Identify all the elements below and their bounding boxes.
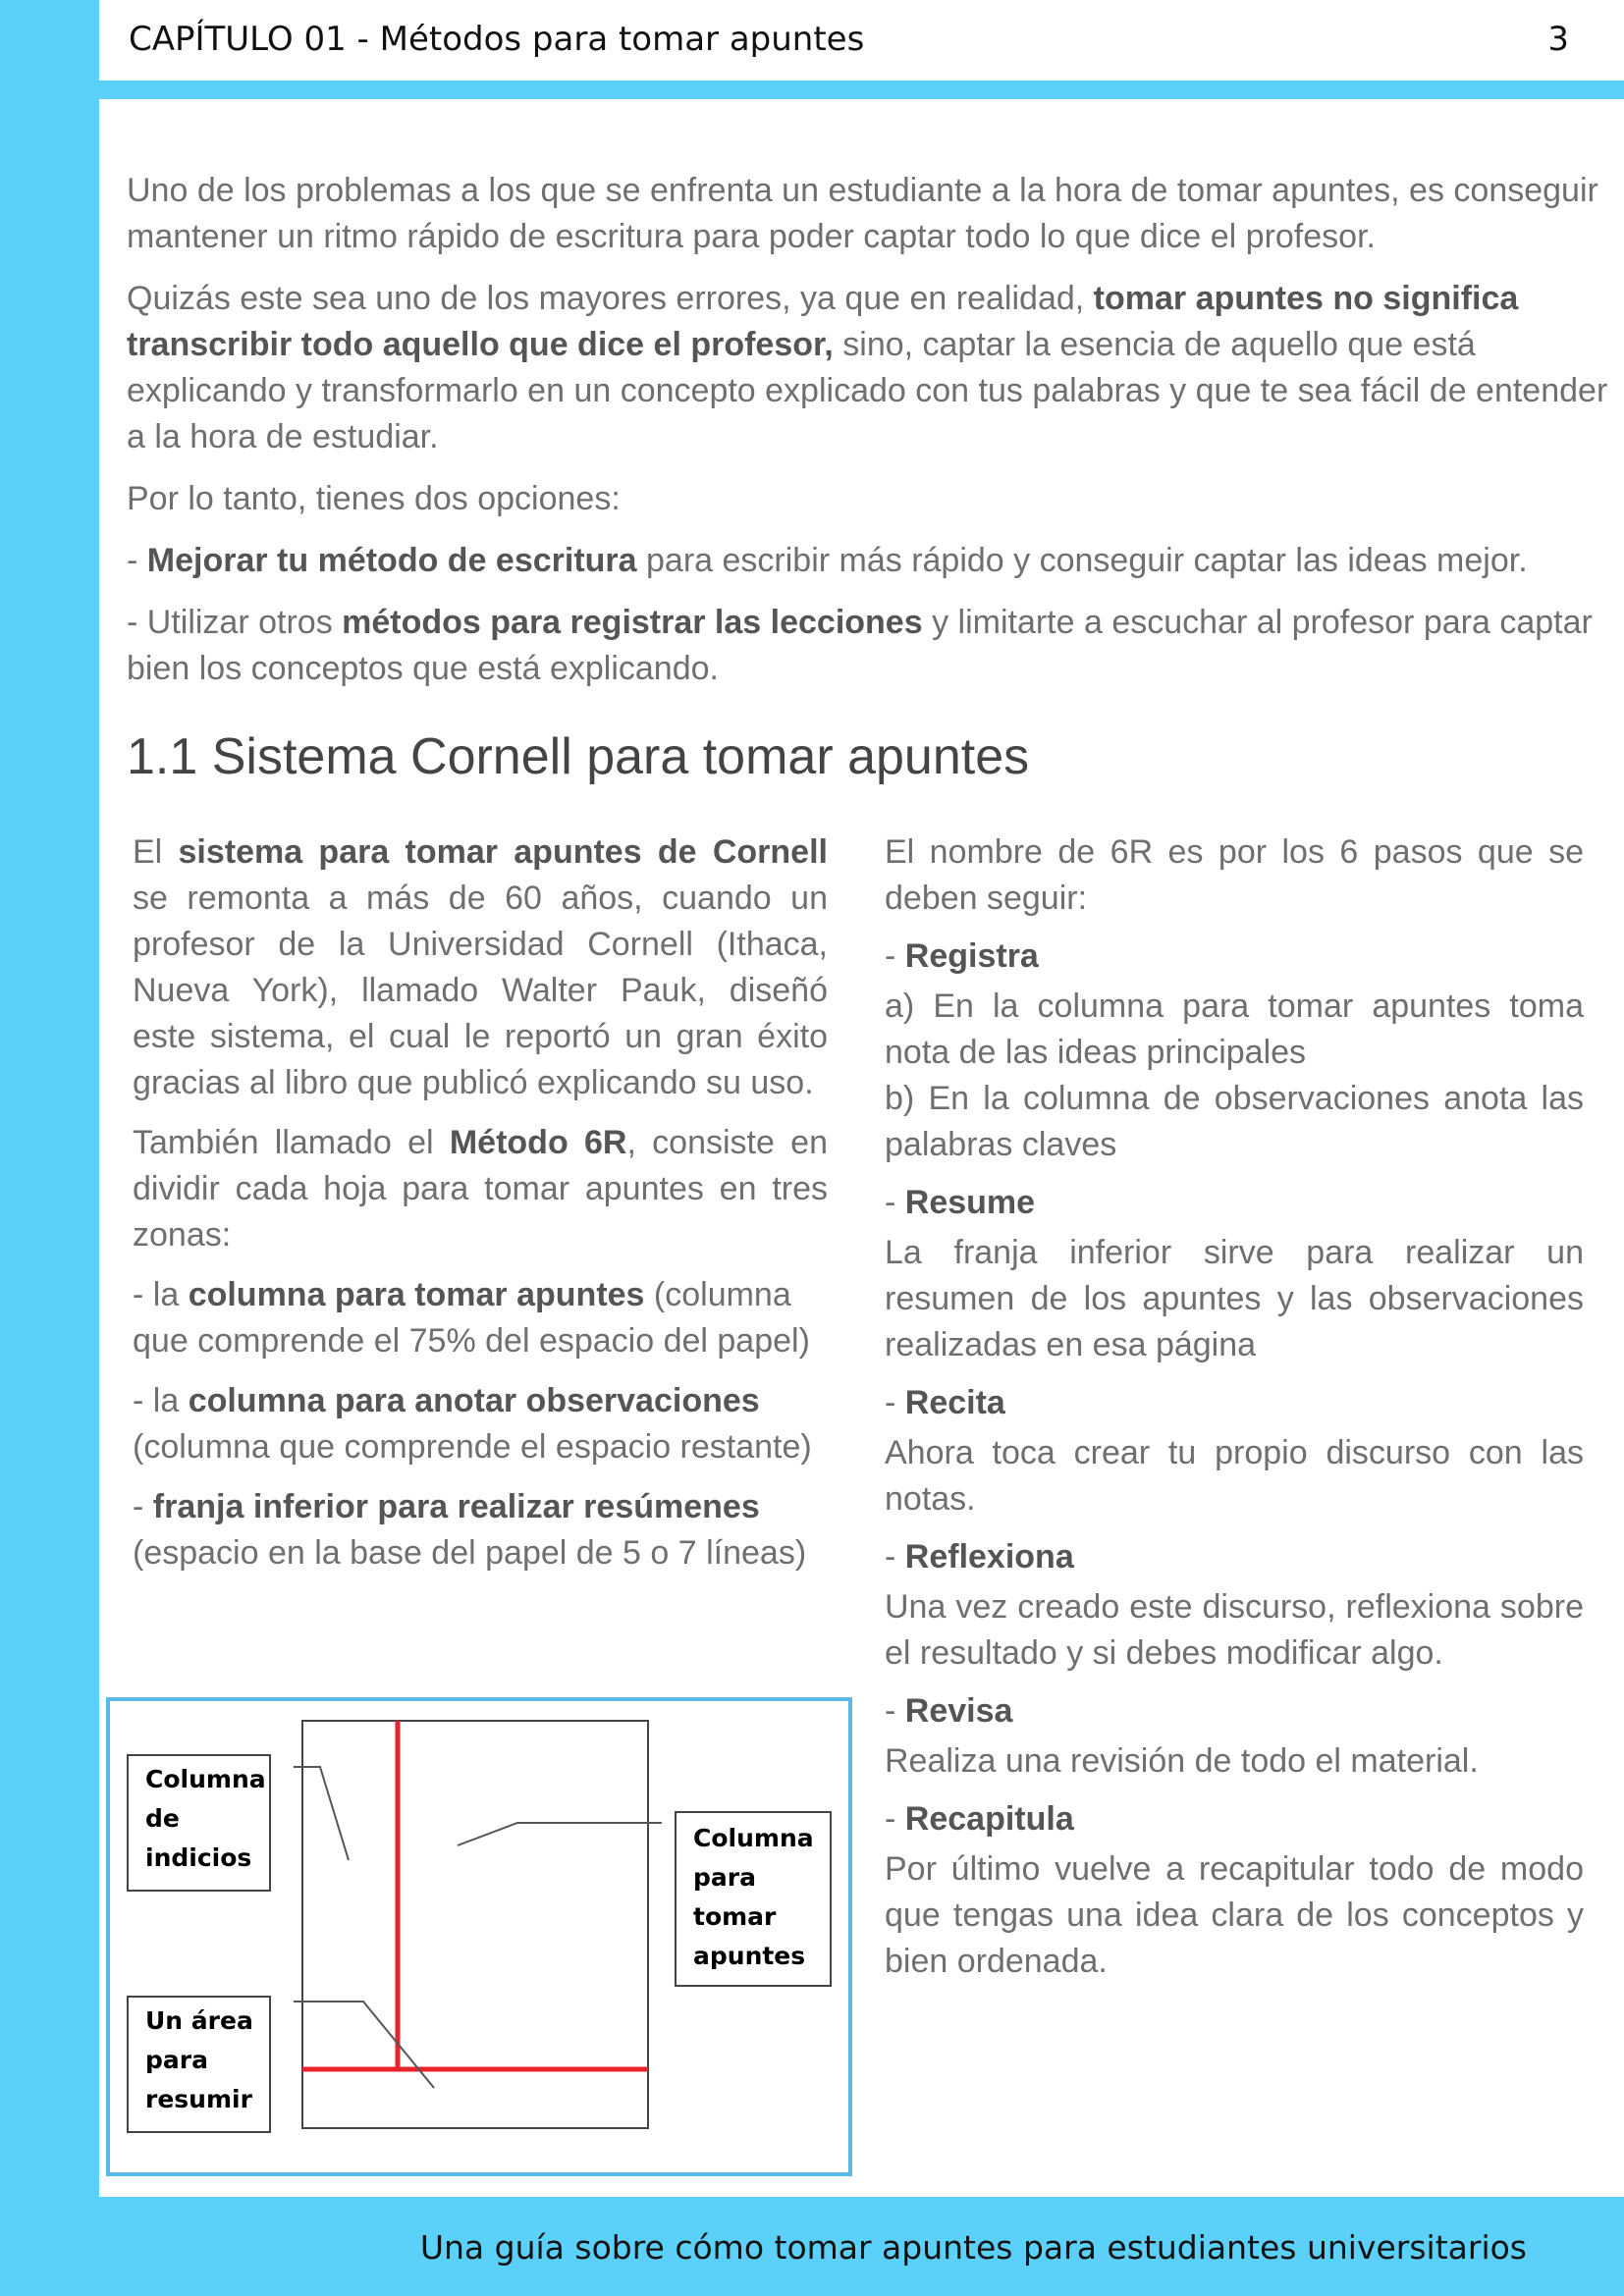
left-p1-prefix: El — [133, 833, 179, 871]
step-recita-title — [885, 1380, 1584, 1426]
zone-2-rest: (columna que comprende el espacio restante) — [133, 1428, 812, 1466]
step-title: Resume — [904, 1184, 1036, 1221]
zone-item-3 — [133, 1484, 828, 1576]
left-p1-bold: sistema para tomar apuntes de Cornell — [178, 833, 828, 871]
page-footer: Una guía sobre cómo tomar apuntes para estudiantes universitarios — [419, 2228, 1527, 2267]
notes-label-line: apuntes — [693, 1942, 806, 1970]
chapter-title: CAPÍTULO 01 - Métodos para tomar apuntes — [129, 20, 865, 59]
step-dash: - — [885, 937, 905, 975]
step-registra-body — [885, 984, 1584, 1168]
step-line: b) En la columna de observaciones anota las palabras claves — [885, 1080, 1584, 1163]
left-p2-bold: Método 6R — [449, 1124, 627, 1161]
summary-label-line: resumir — [145, 2085, 252, 2113]
zone-item-2 — [133, 1378, 828, 1470]
cue-label-line: Columna — [145, 1765, 266, 1793]
step-dash: - — [885, 1800, 905, 1838]
step-dash: - — [885, 1538, 905, 1575]
intro-p2-bold: tomar apuntes no significa transcribir todo aquello que dice el profesor, — [127, 280, 1519, 363]
left-column — [133, 829, 828, 1590]
option-2-prefix: - Utilizar otros — [127, 604, 343, 641]
cue-label-line: indicios — [145, 1843, 252, 1872]
intro-paragraph-3 — [127, 476, 1624, 522]
intro-section — [127, 168, 1624, 708]
summary-label-line: para — [145, 2046, 208, 2074]
option-2-rest: y limitarte a escuchar al profesor para captar bien los conceptos que está explicando. — [127, 604, 1593, 687]
zone-item-1 — [133, 1272, 828, 1364]
page-header — [99, 0, 1624, 80]
option-1-rest: para escribir más rápido y conseguir captar las ideas mejor. — [636, 542, 1528, 579]
step-recita-body: Ahora toca crear tu propio discurso con las notas. — [885, 1434, 1584, 1518]
left-p2-prefix: También llamado el — [133, 1124, 450, 1161]
left-p1-rest: se remonta a más de 60 años, cuando un profesor de la Universidad Cornell (Ithaca, Nueva York), llamado Walter Pauk, diseñó este sistema, el cual le reportó un gran éxito gracias al libro que publicó explicando su uso. — [133, 880, 828, 1101]
step-line: a) En la columna para tomar apuntes toma nota de las ideas principales — [885, 988, 1584, 1071]
option-1-prefix: - — [127, 542, 147, 579]
zone-3-bold: franja inferior para realizar resúmenes — [152, 1488, 760, 1525]
zone-1-rest: (columna que comprende el 75% del espacio del papel) — [133, 1276, 810, 1360]
option-1 — [127, 538, 1624, 584]
notes-label-line: Columna — [693, 1824, 814, 1852]
step-title: Recita — [904, 1384, 1005, 1421]
section-heading: 1.1 Sistema Cornell para tomar apuntes — [127, 728, 1030, 785]
zone-3-prefix: - — [133, 1488, 153, 1525]
step-recapitula-title — [885, 1796, 1584, 1842]
step-dash: - — [885, 1384, 905, 1421]
step-reflexiona-body: Una vez creado este discurso, reflexiona sobre el resultado y si debes modificar algo. — [885, 1588, 1584, 1672]
summary-label-line: Un área — [145, 2006, 253, 2035]
step-reflexiona-title — [885, 1534, 1584, 1580]
option-2 — [127, 600, 1624, 692]
intro-paragraph-1 — [127, 168, 1624, 260]
option-2-bold: métodos para registrar las lecciones — [342, 604, 923, 641]
step-resume-title — [885, 1180, 1584, 1226]
cornell-paragraph-2 — [133, 1120, 828, 1258]
step-revisa-body: Realiza una revisión de todo el material. — [885, 1742, 1479, 1780]
cue-label-line: de — [145, 1804, 180, 1833]
zone-2-bold: columna para anotar observaciones — [188, 1382, 760, 1419]
step-title: Registra — [904, 937, 1039, 975]
right-column — [885, 829, 1584, 1997]
left-p2-rest: , consiste en dividir cada hoja para tomar apuntes en tres zonas: — [133, 1124, 828, 1254]
step-registra-title — [885, 934, 1584, 980]
intro-p3-text: Por lo tanto, tienes dos opciones: — [127, 480, 621, 517]
step-revisa-title — [885, 1688, 1584, 1735]
step-title: Reflexiona — [904, 1538, 1074, 1575]
notes-label-line: tomar — [693, 1902, 777, 1931]
step-resume-body: La franja inferior sirve para realizar un resumen de los apuntes y las observaciones realizadas en esa página — [885, 1234, 1584, 1363]
cornell-diagram — [106, 1697, 852, 2176]
page-number: 3 — [1547, 20, 1569, 59]
zone-3-rest: (espacio en la base del papel de 5 o 7 líneas) — [133, 1534, 807, 1572]
step-recapitula-body: Por último vuelve a recapitular todo de modo que tengas una idea clara de los conceptos y bien ordenada. — [885, 1850, 1584, 1980]
page-content — [99, 99, 1624, 2197]
option-1-bold: Mejorar tu método de escritura — [146, 542, 637, 579]
zone-1-prefix: - la — [133, 1276, 189, 1313]
zone-1-bold: columna para tomar apuntes — [188, 1276, 645, 1313]
intro-p2-end: sino, captar la esencia de aquello que está explicando y transformarlo en un concepto explicado con tus palabras y que te sea fácil de entender a la hora de estudiar. — [127, 326, 1608, 455]
step-title: Recapitula — [904, 1800, 1074, 1838]
cornell-paragraph-1 — [133, 829, 828, 1106]
cornell-diagram-svg — [110, 1701, 848, 2172]
step-title: Revisa — [904, 1692, 1013, 1730]
steps-intro: El nombre de 6R es por los 6 pasos que se deben seguir: — [885, 833, 1584, 917]
intro-p2-start: Quizás este sea uno de los mayores errores, ya que en realidad, — [127, 280, 1094, 317]
notes-label-line: para — [693, 1863, 756, 1892]
step-dash: - — [885, 1692, 905, 1730]
zone-2-prefix: - la — [133, 1382, 189, 1419]
intro-p1-text: Uno de los problemas a los que se enfrenta un estudiante a la hora de tomar apuntes, es conseguir mantener un ritmo rápido de escritura para poder captar todo lo que dice el profesor. — [127, 172, 1598, 255]
step-dash: - — [885, 1184, 905, 1221]
intro-paragraph-2 — [127, 276, 1624, 460]
